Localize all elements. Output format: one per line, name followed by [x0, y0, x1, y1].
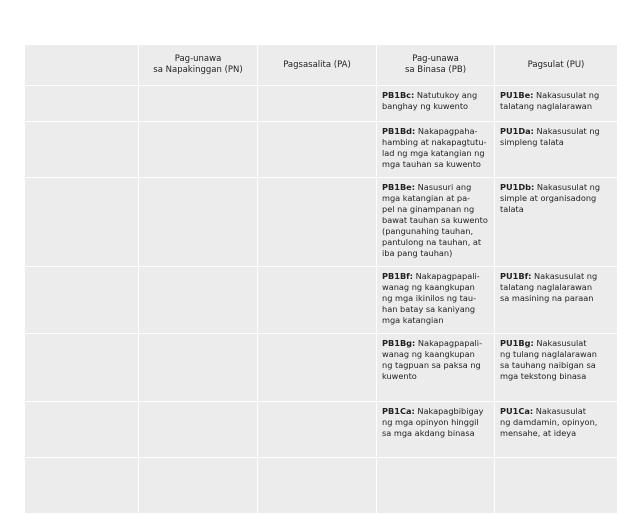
cell-pu	[495, 402, 618, 458]
cell-pu	[495, 334, 618, 402]
cell-pa	[258, 334, 377, 402]
pb-code: PB1Be:	[382, 182, 416, 192]
pb-code: PB1Ca:	[382, 406, 415, 416]
pu-text: Nakasusulat ng talatang naglalarawan sa masining na paraan	[500, 271, 598, 303]
cell-blank	[25, 86, 139, 122]
header-pu-label: Pagsulat (PU)	[527, 59, 585, 70]
cell-pa	[258, 267, 377, 334]
cell-pb	[377, 458, 495, 514]
cell-blank	[25, 402, 139, 458]
cell-blank	[25, 334, 139, 402]
pb-text: Nasusuri ang mga katangian at pa- pel na ginampanan ng bawat tauhan sa kuwento (pangunahing tauhan, pantulong na tauhan, at iba pang tauhan)	[382, 182, 488, 258]
header-blank	[25, 45, 139, 86]
pu-text: Nakasusulat ng tulang naglalarawan sa tauhang naibigan sa mga tekstong binasa	[500, 338, 597, 381]
cell-pu	[495, 86, 618, 122]
cell-pa	[258, 122, 377, 178]
cell-pa	[258, 178, 377, 267]
table-row	[25, 402, 618, 458]
cell-pb	[377, 402, 495, 458]
cell-pb	[377, 334, 495, 402]
table-row	[25, 122, 618, 178]
pb-text: Nakapagpaha- hambing at nakapagtutu- lad ng mga katangian ng mga tauhan sa kuwento	[382, 126, 487, 169]
cell-pa	[258, 86, 377, 122]
table-row	[25, 334, 618, 402]
pu-text: Nakasusulat ng simpleng talata	[500, 126, 600, 147]
table-row	[25, 267, 618, 334]
header-pn	[139, 45, 258, 86]
pu-code: PU1Bf:	[500, 271, 532, 281]
header-pn-label: Pag-unawa sa Napakinggan (PN)	[153, 54, 243, 75]
pu-text: Nakasusulat ng talatang naglalarawan	[500, 90, 600, 111]
pb-text: Nakapagpapali- wanag ng kaangkupan ng tagpuan sa paksa ng kuwento	[382, 338, 483, 381]
table-row	[25, 458, 618, 514]
table-row	[25, 86, 618, 122]
header-pa	[258, 45, 377, 86]
table-row	[25, 178, 618, 267]
pu-text: Nakasusulat ng simple at organisadong talata	[500, 182, 601, 214]
cell-pn	[139, 402, 258, 458]
curriculum-table	[24, 44, 618, 514]
header-pb	[377, 45, 495, 86]
cell-blank	[25, 122, 139, 178]
cell-blank	[25, 458, 139, 514]
pu-text: Nakasusulat ng damdamin, opinyon, mensahe, at ideya	[500, 406, 598, 438]
cell-pn	[139, 178, 258, 267]
pb-code: PB1Bc:	[382, 90, 415, 100]
cell-pn	[139, 86, 258, 122]
pu-code: PU1Db:	[500, 182, 535, 192]
cell-blank	[25, 267, 139, 334]
cell-pn	[139, 267, 258, 334]
header-row	[25, 45, 618, 86]
pb-code: PB1Bd:	[382, 126, 416, 136]
cell-blank	[25, 178, 139, 267]
pu-code: PU1Da:	[500, 126, 534, 136]
header-pb-label: Pag-unawa sa Binasa (PB)	[404, 54, 467, 75]
pu-code: PU1Bg:	[500, 338, 534, 348]
pu-code: PU1Ca:	[500, 406, 534, 416]
pb-text: Nakapagbibigay ng mga opinyon hinggil sa mga akdang binasa	[382, 406, 484, 438]
pb-text: Natutukoy ang banghay ng kuwento	[382, 90, 478, 111]
pb-code: PB1Bg:	[382, 338, 416, 348]
pu-code: PU1Be:	[500, 90, 534, 100]
header-pu	[495, 45, 618, 86]
cell-pn	[139, 334, 258, 402]
pb-code: PB1Bf:	[382, 271, 414, 281]
cell-pu	[495, 267, 618, 334]
cell-pa	[258, 458, 377, 514]
cell-pb	[377, 122, 495, 178]
cell-pu	[495, 458, 618, 514]
cell-pa	[258, 402, 377, 458]
cell-pn	[139, 458, 258, 514]
cell-pb	[377, 86, 495, 122]
pb-text: Nakapagpapali- wanag ng kaangkupan ng mga ikinilos ng tau- han batay sa kaniyang mga katangian	[382, 271, 480, 325]
cell-pn	[139, 122, 258, 178]
cell-pu	[495, 178, 618, 267]
cell-pb	[377, 178, 495, 267]
cell-pu	[495, 122, 618, 178]
header-pa-label: Pagsasalita (PA)	[283, 59, 351, 70]
cell-pb	[377, 267, 495, 334]
